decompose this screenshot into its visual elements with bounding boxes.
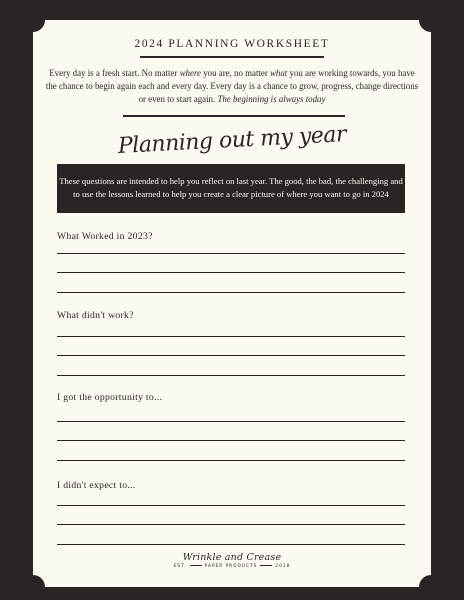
- writing-line[interactable]: [57, 505, 405, 506]
- script-heading: Planning out my year: [117, 122, 347, 159]
- writing-line[interactable]: [57, 336, 405, 337]
- intro-paragraph: [45, 67, 419, 107]
- corner-notch: [419, 575, 443, 599]
- writing-line[interactable]: [57, 375, 405, 376]
- brand-sub: PAPER PRODUCTS: [204, 564, 258, 569]
- question-label: What Worked in 2023?: [57, 231, 153, 242]
- instruction-banner: These questions are intended to help you reflect on last year. The good, the bad, the challenging and to use the lessons learned to help you create a clear picture of where you want to go in 2024: [57, 164, 405, 213]
- intro-text: you are, no matter: [201, 68, 271, 78]
- intro-text: Every day is a fresh start. No matter: [49, 68, 180, 78]
- brand-est: EST.: [173, 564, 187, 569]
- writing-line[interactable]: [57, 292, 405, 293]
- writing-line[interactable]: [57, 460, 405, 461]
- brand-logo: [33, 552, 431, 569]
- writing-line[interactable]: [57, 355, 405, 356]
- question-label: I got the opportunity to...: [57, 392, 163, 403]
- brand-name: Wrinkle and Crease: [182, 552, 282, 563]
- intro-divider: [123, 115, 345, 117]
- intro-text: you are working towards, you have the chance to begin again each and every day. Every day is a chance to grow, progress, change directions or even to start again.: [45, 68, 419, 105]
- logo-rule: [190, 565, 202, 566]
- title-divider: [140, 56, 324, 58]
- page-title: 2024 PLANNING WORKSHEET: [134, 38, 330, 50]
- brand-subtitle: [33, 564, 431, 569]
- corner-notch: [419, 8, 443, 32]
- writing-line[interactable]: [57, 272, 405, 273]
- logo-rule: [260, 565, 272, 566]
- corner-notch: [21, 575, 45, 599]
- intro-emphasis: where: [179, 68, 201, 78]
- brand-year: 2018: [275, 564, 291, 569]
- worksheet-page: [33, 20, 431, 587]
- intro-emphasis: what: [270, 68, 288, 78]
- question-label: What didn't work?: [57, 310, 134, 321]
- writing-line[interactable]: [57, 421, 405, 422]
- writing-line[interactable]: [57, 440, 405, 441]
- intro-emphasis: The beginning is always today: [217, 94, 326, 105]
- question-label: I didn't expect to...: [57, 480, 136, 491]
- corner-notch: [21, 8, 45, 32]
- writing-line[interactable]: [57, 253, 405, 254]
- writing-line[interactable]: [57, 524, 405, 525]
- writing-line[interactable]: [57, 544, 405, 545]
